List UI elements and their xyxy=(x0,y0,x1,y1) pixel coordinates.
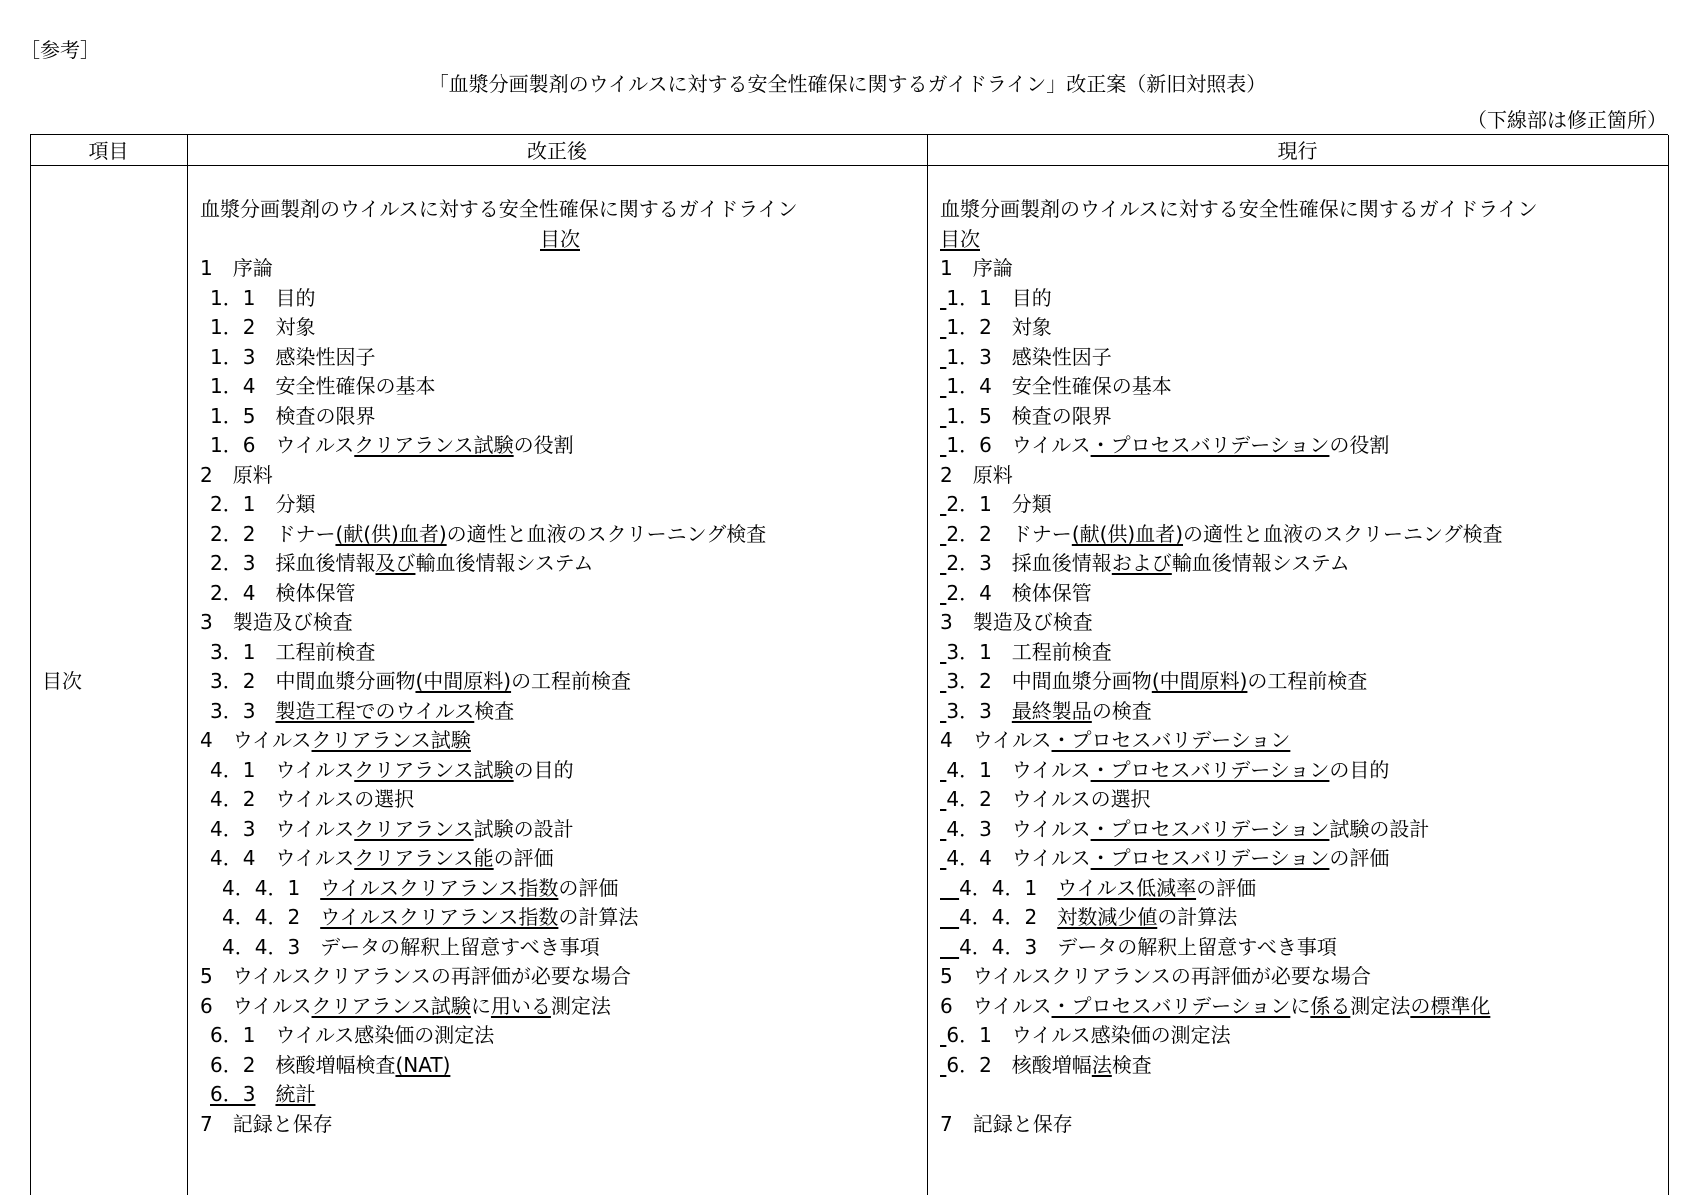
toc-text: 1．4 安全性確保の基本 xyxy=(210,374,436,398)
toc-text: 4．2 ウイルスの選択 xyxy=(946,787,1151,811)
toc-text: 4．3 ウイルス xyxy=(946,816,1091,841)
toc-text: 検査 xyxy=(474,698,515,723)
toc-text: の目的 xyxy=(1329,757,1390,782)
toc-text: 2 原料 xyxy=(940,462,1013,487)
toc-text: の評価 xyxy=(558,875,619,900)
toc-text: 4 ウイルス xyxy=(940,728,1052,752)
column-header-revised: 改正後 xyxy=(527,139,587,163)
toc-text: 1．2 対象 xyxy=(210,315,316,339)
toc-line xyxy=(200,962,920,992)
toc-text: 2．1 分類 xyxy=(946,492,1052,516)
toc-text: の計算法 xyxy=(558,905,639,929)
toc-line xyxy=(200,1080,920,1110)
underlined-text: 用いる xyxy=(490,993,551,1018)
toc-text: 2．3 採血後情報 xyxy=(210,551,376,575)
toc-text: の計算法 xyxy=(1157,905,1238,929)
toc-line xyxy=(200,254,920,284)
toc-text: 1．2 対象 xyxy=(946,315,1052,339)
toc-line xyxy=(200,756,920,786)
toc-text: 試験の設計 xyxy=(473,816,574,841)
underlined-text xyxy=(940,935,959,959)
underlined-text: (献(供)血者) xyxy=(1071,521,1184,546)
underlined-text: 係る xyxy=(1310,993,1351,1018)
table-border-left xyxy=(30,135,31,1195)
toc-line xyxy=(940,667,1660,697)
toc-text: 2．1 分類 xyxy=(210,492,316,516)
toc-text: 4．1 ウイルス xyxy=(210,757,355,782)
toc-line xyxy=(940,815,1660,845)
toc-text: 4．4．3 データの解釈上留意すべき事項 xyxy=(222,934,600,959)
toc-line xyxy=(940,372,1660,402)
underlined-text: 対数減少値 xyxy=(1057,905,1158,929)
underlined-text: クリアランス xyxy=(354,816,474,841)
toc-text: の役割 xyxy=(513,433,574,457)
toc-line xyxy=(940,756,1660,786)
toc-line xyxy=(200,785,920,815)
toc-line xyxy=(940,549,1660,579)
toc-line xyxy=(200,933,920,963)
toc-line xyxy=(940,1110,1660,1140)
toc-text: 1．5 検査の限界 xyxy=(210,403,376,428)
toc-text: 6．1 ウイルス感染価の測定法 xyxy=(946,1023,1231,1047)
toc-line xyxy=(200,1021,920,1051)
underlined-text: ・プロセスバリデーション xyxy=(1090,816,1330,841)
underlined-text: クリアランス試験 xyxy=(354,433,514,457)
toc-text: 5 ウイルスクリアランスの再評価が必要な場合 xyxy=(200,964,631,988)
toc-line xyxy=(940,903,1660,933)
toc-text: 6．2 核酸増幅検査 xyxy=(210,1052,396,1077)
toc-line xyxy=(200,431,920,461)
toc-line xyxy=(940,520,1660,550)
item-label: 目次 xyxy=(42,669,82,693)
toc-line xyxy=(940,461,1660,491)
underlined-text: クリアランス試験 xyxy=(311,993,471,1018)
toc-line xyxy=(940,1080,1660,1110)
toc-text: 1．1 目的 xyxy=(210,285,316,310)
underlined-text: 及び xyxy=(375,551,416,575)
toc-text: 6 ウイルス xyxy=(200,993,312,1018)
toc-line xyxy=(200,520,920,550)
toc-text: 4．3 ウイルス xyxy=(210,816,355,841)
toc-line xyxy=(940,1021,1660,1051)
underlined-text: 法 xyxy=(1091,1052,1112,1077)
toc-text: 6 ウイルス xyxy=(940,993,1052,1018)
toc-line xyxy=(940,431,1660,461)
toc-text: 輸血後情報システム xyxy=(415,551,594,575)
toc-line xyxy=(940,992,1660,1022)
header-divider xyxy=(30,165,1668,166)
toc-text: に xyxy=(470,993,491,1018)
toc-text: 6．1 ウイルス感染価の測定法 xyxy=(210,1023,495,1047)
toc-text: 輸血後情報システム xyxy=(1171,551,1350,575)
toc-line xyxy=(940,343,1660,373)
underlined-text: ・プロセスバリデーション xyxy=(1090,846,1330,870)
reference-label: ［参考］ xyxy=(20,38,100,62)
underlined-text: の標準化 xyxy=(1410,993,1491,1018)
toc-line xyxy=(940,254,1660,284)
underlined-text: クリアランス試験 xyxy=(354,757,514,782)
toc-text: 1．3 感染性因子 xyxy=(946,344,1112,369)
underlined-text xyxy=(940,905,959,929)
toc-text: 4．4 ウイルス xyxy=(210,846,355,870)
toc-text: 血漿分画製剤のウイルスに対する安全性確保に関するガイドライン xyxy=(940,197,1538,221)
toc-line xyxy=(200,726,920,756)
toc-text: の目的 xyxy=(513,757,574,782)
toc-line xyxy=(200,1051,920,1081)
current-column xyxy=(940,195,1660,1139)
toc-line xyxy=(200,874,920,904)
underlined-text: (中間原料) xyxy=(1151,669,1248,693)
toc-text: 3．3 xyxy=(210,698,276,723)
toc-text: の適性と血液のスクリーニング検査 xyxy=(1183,521,1503,546)
toc-line xyxy=(200,697,920,727)
underlined-text: 目次 xyxy=(540,226,580,251)
toc-line xyxy=(200,490,920,520)
toc-line xyxy=(940,785,1660,815)
toc-text: 測定法 xyxy=(550,993,611,1018)
toc-text: 1．6 ウイルス xyxy=(210,433,355,457)
toc-text: 1 序論 xyxy=(200,256,273,280)
toc-line xyxy=(940,962,1660,992)
toc-text: の工程前検査 xyxy=(1247,669,1368,693)
underlined-text: ・プロセスバリデーション xyxy=(1090,433,1330,457)
toc-text: 3．1 工程前検査 xyxy=(210,639,376,664)
toc-line xyxy=(940,638,1660,668)
toc-text: 1 序論 xyxy=(940,256,1013,280)
toc-text: 2．2 ドナー xyxy=(210,521,336,546)
toc-text: 1．6 ウイルス xyxy=(946,433,1091,457)
toc-line xyxy=(200,225,920,255)
toc-line xyxy=(940,697,1660,727)
toc-text: 測定法 xyxy=(1350,993,1411,1018)
underlined-text: ウイルス低減率 xyxy=(1057,875,1197,900)
toc-text: 1．4 安全性確保の基本 xyxy=(946,374,1172,398)
toc-text: 6．2 核酸増幅 xyxy=(946,1052,1092,1077)
toc-text: 5 ウイルスクリアランスの再評価が必要な場合 xyxy=(940,964,1371,988)
column-header-current: 現行 xyxy=(1277,139,1318,163)
toc-text: 7 記録と保存 xyxy=(200,1111,333,1136)
toc-line xyxy=(940,195,1660,225)
toc-text: 3．1 工程前検査 xyxy=(946,639,1112,664)
toc-text: 3．2 中間血漿分画物 xyxy=(946,669,1152,693)
toc-text: 4．4．3 データの解釈上留意すべき事項 xyxy=(959,934,1337,959)
toc-text: 2 原料 xyxy=(200,462,273,487)
document-title: 「血漿分画製剤のウイルスに対する安全性確保に関するガイドライン」改正案（新旧対照表） xyxy=(428,72,1267,96)
toc-text: の工程前検査 xyxy=(511,669,632,693)
toc-text: 2．3 採血後情報 xyxy=(946,551,1112,575)
toc-text: 2．2 ドナー xyxy=(946,521,1072,546)
toc-line xyxy=(200,844,920,874)
revised-column xyxy=(200,195,920,1139)
toc-line xyxy=(200,313,920,343)
underlined-text xyxy=(940,876,959,900)
toc-line xyxy=(940,402,1660,432)
toc-text: の評価 xyxy=(1329,846,1390,870)
column-divider xyxy=(187,135,188,1195)
underlined-text: ・プロセスバリデーション xyxy=(1051,993,1291,1018)
toc-line xyxy=(200,343,920,373)
toc-text: 4 ウイルス xyxy=(200,728,312,752)
underlined-text: および xyxy=(1111,551,1172,575)
toc-text: 7 記録と保存 xyxy=(940,1111,1073,1136)
underlined-text: 最終製品 xyxy=(1011,698,1092,723)
toc-text: の役割 xyxy=(1329,433,1390,457)
toc-line xyxy=(940,1051,1660,1081)
toc-line xyxy=(200,903,920,933)
toc-line xyxy=(200,815,920,845)
toc-text: 1．3 感染性因子 xyxy=(210,344,376,369)
toc-line xyxy=(200,402,920,432)
toc-text: 検査 xyxy=(1111,1052,1152,1077)
toc-line xyxy=(200,372,920,402)
underlined-text: ウイルスクリアランス指数 xyxy=(320,875,559,900)
toc-text xyxy=(940,1082,946,1106)
toc-line xyxy=(200,608,920,638)
underline-note: （下線部は修正箇所） xyxy=(1467,108,1667,132)
toc-text xyxy=(255,1082,275,1106)
toc-line xyxy=(940,313,1660,343)
toc-line xyxy=(940,490,1660,520)
underlined-text: (NAT) xyxy=(395,1052,451,1077)
toc-line xyxy=(940,284,1660,314)
underlined-text: ・プロセスバリデーション xyxy=(1051,728,1291,752)
table-border-right xyxy=(1668,135,1669,1195)
toc-line xyxy=(200,579,920,609)
comparison-table xyxy=(30,134,1668,1195)
column-divider xyxy=(927,135,928,1195)
toc-text: 3 製造及び検査 xyxy=(200,610,353,634)
underlined-text: 6．3 xyxy=(210,1082,256,1106)
toc-line xyxy=(200,1110,920,1140)
toc-line xyxy=(200,461,920,491)
underlined-text: クリアランス能 xyxy=(354,846,494,870)
toc-line xyxy=(940,225,1660,255)
toc-text: 3．2 中間血漿分画物 xyxy=(210,669,416,693)
toc-text: に xyxy=(1290,993,1311,1018)
underlined-text: ・プロセスバリデーション xyxy=(1090,757,1330,782)
toc-text: 2．4 検体保管 xyxy=(946,580,1092,605)
toc-text: 3．3 xyxy=(946,698,1012,723)
toc-line xyxy=(200,638,920,668)
toc-line xyxy=(200,195,920,225)
column-header-item: 項目 xyxy=(88,139,129,163)
toc-line xyxy=(940,874,1660,904)
toc-text: 1．1 目的 xyxy=(946,285,1052,310)
underlined-text: 目次 xyxy=(940,226,980,251)
toc-text: の評価 xyxy=(493,846,554,870)
toc-line xyxy=(940,726,1660,756)
toc-text: 4．4．2 xyxy=(959,905,1058,929)
toc-text: 4．2 ウイルスの選択 xyxy=(210,787,415,811)
toc-text: の検査 xyxy=(1091,698,1152,723)
toc-text: 4．1 ウイルス xyxy=(946,757,1091,782)
toc-text: 4．4．1 xyxy=(959,875,1058,900)
toc-text: 1．5 検査の限界 xyxy=(946,403,1112,428)
toc-text: 血漿分画製剤のウイルスに対する安全性確保に関するガイドライン xyxy=(200,197,798,221)
toc-text: の適性と血液のスクリーニング検査 xyxy=(446,521,767,546)
toc-line xyxy=(940,608,1660,638)
toc-line xyxy=(200,992,920,1022)
underlined-text: クリアランス試験 xyxy=(311,728,471,752)
underlined-text: 統計 xyxy=(275,1082,316,1106)
toc-line xyxy=(200,667,920,697)
toc-line xyxy=(940,844,1660,874)
toc-text: 4．4．2 xyxy=(222,905,321,929)
toc-text: 4．4 ウイルス xyxy=(946,846,1091,870)
toc-line xyxy=(200,284,920,314)
toc-line xyxy=(940,579,1660,609)
toc-line xyxy=(940,933,1660,963)
underlined-text: (中間原料) xyxy=(415,669,512,693)
toc-text: 3 製造及び検査 xyxy=(940,610,1093,634)
underlined-text: (献(供)血者) xyxy=(335,521,447,546)
toc-text: の評価 xyxy=(1196,875,1257,900)
toc-text: 2．4 検体保管 xyxy=(210,580,356,605)
toc-line xyxy=(200,549,920,579)
underlined-text: ウイルスクリアランス指数 xyxy=(320,905,559,929)
toc-text: 試験の設計 xyxy=(1329,816,1430,841)
underlined-text: 製造工程でのウイルス xyxy=(275,698,475,723)
toc-text: 4．4．1 xyxy=(222,875,321,900)
